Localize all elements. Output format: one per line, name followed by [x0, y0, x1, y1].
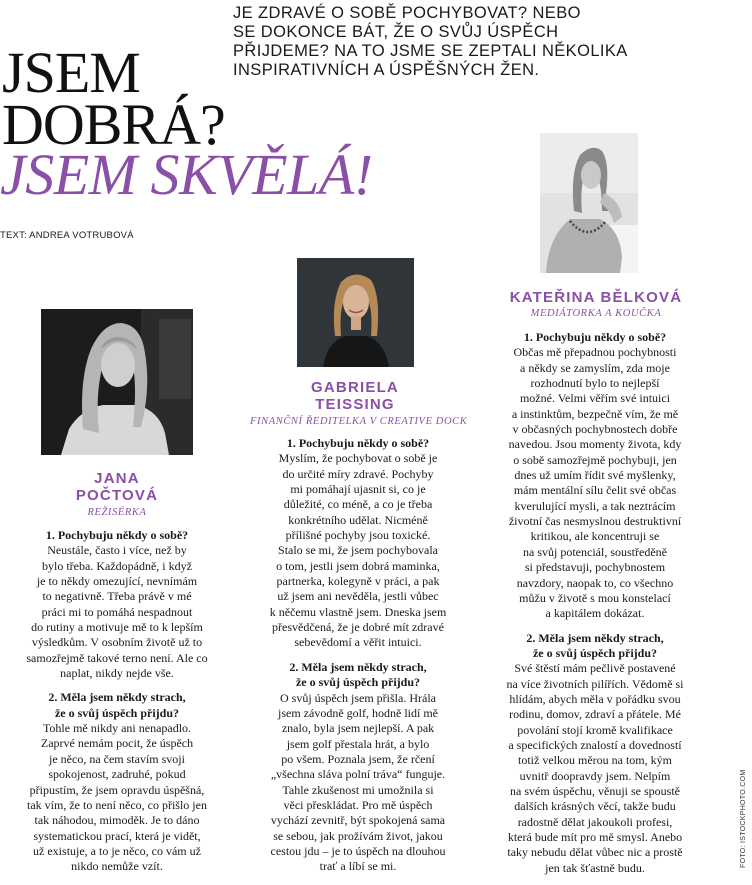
intro-line: INSPIRATIVNÍCH A ÚSPĚŠNÝCH ŽEN. — [233, 61, 540, 79]
portrait-photo-katerina — [540, 133, 638, 273]
answer-line: je něco, na čem stavím svoji — [49, 751, 185, 766]
person-name-katerina — [496, 289, 696, 306]
interview-column-gabriela — [248, 436, 468, 875]
answer-line: konkrétního udělat. Nicméně — [288, 512, 428, 527]
answer-line: je to někdy omezující, nevnímám — [36, 574, 198, 589]
answer-line: kverulující mysli, a tak neztrácím — [514, 498, 676, 513]
answer-line: k něčemu vlastně jsem. Dneska jsem — [269, 604, 447, 619]
answer-line: bylo třeba. Každopádně, i když — [42, 558, 192, 573]
intro-line: PŘIJDEME? NA TO JSME SE ZEPTALI NĚKOLIKA — [233, 42, 628, 60]
answer-line: cestou jdu – je to úspěch na dlouhou — [270, 843, 446, 858]
answer-line: která bude mít pro mě smysl. Anebo — [507, 830, 683, 844]
headline-line-2: DOBRÁ? — [2, 92, 225, 157]
answer-line: Tohle mě nikdy ani nenapadlo. — [42, 721, 192, 736]
question-1: 1. Pochybuju někdy o sobě? — [523, 330, 667, 344]
byline: TEXT: ANDREA VOTRUBOVÁ — [0, 230, 134, 241]
headline-line-1: JSEM — [2, 40, 140, 105]
answer-line: už jsem ani nevěděla, jestli vůbec — [277, 589, 439, 604]
answer-line: Občas mě přepadnou pochybnosti — [513, 345, 677, 360]
answer-line: trať a líbí se mi. — [319, 859, 397, 874]
person-name-line: KATEŘINA BĚLKOVÁ — [509, 289, 683, 306]
answer-line: znalo, byla jsem nejlepší. A pak — [281, 721, 435, 736]
answer-line: rozhodnutí bylo to nejlepší — [530, 376, 660, 391]
answer-line: kritikou, ale koncentruji se — [530, 529, 660, 544]
answer-line: povolání stojí kromě kvalifikace — [517, 722, 673, 737]
question-1: 1. Pochybuju někdy o sobě? — [286, 436, 430, 450]
person-name-jana — [40, 470, 194, 504]
answer-line: dalších krásných věcí, takže budu — [514, 799, 676, 814]
intro-text — [233, 4, 633, 80]
answer-line: jsem golf přestala hrát, a bylo — [286, 736, 430, 751]
answer-line: tak náhodou, mimoděk. Je to dáno — [34, 813, 200, 828]
answer-line: na svém úspěchu, věnuji se spoustě — [510, 783, 680, 798]
person-role-katerina: MEDIÁTORKA A KOUČKA — [530, 308, 662, 319]
portrait-photo-jana — [41, 309, 193, 455]
answer-line: přesvědčená, že je dobré mít zdravé — [272, 620, 444, 635]
answer-line: tak vím, že to není něco, co přišlo jen — [27, 797, 207, 812]
answer-line: radostně dělat jakoukoli profesi, — [517, 814, 673, 829]
answer-line: důležité, co méně, a co je třeba — [283, 497, 433, 512]
answer-line: a instinktům, bezpečně vím, že mě — [511, 406, 679, 421]
person-name-line: POČTOVÁ — [75, 487, 159, 504]
answer-line: a specifických znalostí a dovedností — [508, 737, 682, 752]
answer-line: to negativně. Třeba právě v mé — [42, 589, 192, 604]
answer-line: a někdy se zamyslím, zda moje — [520, 360, 670, 375]
answer-line: mi pomáhají ujasnit si, co je — [290, 482, 426, 497]
answer-line: možné. Velmi věřím své intuici — [519, 391, 671, 406]
intro-line: SE DOKONCE BÁT, ŽE O SVŮJ ÚSPĚCH — [233, 23, 559, 41]
answer-line: partnerka, kolegyně v práci, a pak — [276, 574, 440, 589]
answer-line: uvnitř doopravdy jsem. Nelpím — [519, 768, 671, 783]
answer-line: se sebou, jak prožívám život, jakou — [273, 828, 443, 843]
intro-line: JE ZDRAVÉ O SOBĚ POCHYBOVAT? NEBO — [233, 4, 581, 22]
answer-line: v občasných pochybnostech dobře — [512, 422, 678, 437]
answer-line: jen tak šťastně budu. — [545, 860, 645, 875]
portrait-photo-gabriela — [297, 258, 414, 367]
answer-line: Neustále, často i více, než by — [47, 543, 187, 558]
answer-line: O svůj úspěch jsem přišla. Hrála — [280, 690, 436, 705]
person-role-jana: REŽISÉRKA — [87, 507, 147, 518]
person-name-gabriela — [280, 379, 430, 413]
answer-line: připustím, že jsem opravdu úspěšná, — [29, 782, 205, 797]
answer-line: Své štěstí mám pečlivě postavené — [514, 661, 676, 676]
answer-line: o tom, jestli jsem dobrá maminka, — [276, 558, 440, 573]
answer-line: životní čas nesmyslnou destruktivní — [508, 514, 682, 529]
answer-line: už existuje, a to je něco, co vám už — [33, 843, 201, 858]
answer-line: jsem závodně golf, hodně lidí mě — [278, 705, 438, 720]
answer-line: na více životních pilířích. Vědomě si — [506, 676, 684, 691]
answer-line: nikdo nemůže vzít. — [71, 859, 163, 874]
person-role-gabriela: FINANČNÍ ŘEDITELKA V CREATIVE DOCK — [250, 416, 468, 427]
answer-line: výsledkům. V osobním životě už to — [31, 635, 203, 650]
person-name-line: JANA — [94, 470, 140, 487]
question-2: že o svůj úspěch přijdu? — [532, 645, 657, 660]
answer-line: rodinu, domov, zdraví a přátele. Mé — [509, 707, 681, 722]
answer-line: práci mi to pomáhá nespadnout — [41, 604, 193, 619]
headline-accent: JSEM SKVĚLÁ! — [0, 142, 373, 207]
answer-line: Zaprvé nemám pocit, že úspěch — [40, 736, 194, 751]
question-1: 1. Pochybuju někdy o sobě? — [45, 528, 189, 542]
answer-line: přílišné pochyby jsou toxické. — [285, 528, 431, 543]
answer-line: sebevědomí a věřit intuici. — [294, 635, 422, 650]
answer-line: si představuji, pochybnostem — [524, 560, 666, 575]
answer-line: na svůj potenciál, soustředěně — [523, 544, 667, 559]
answer-line: samozřejmě takové terno není. Ale co — [26, 650, 208, 665]
answer-line: dnes už umím řídit své myšlenky, — [514, 468, 676, 483]
answer-line: totiž velkou měrou na tom, kým — [518, 753, 672, 768]
question-2: že o svůj úspěch přijdu? — [295, 675, 420, 690]
answer-line: o sobě samozřejmě pochybuji, jen — [513, 452, 677, 467]
answer-line: vychází zevnitř, být spokojená sama — [270, 813, 446, 828]
interview-column-jana — [6, 528, 228, 875]
question-2: 2. Měla jsem někdy strach, — [289, 659, 427, 674]
photo-credit: FOTO: ISTOCKPHOTO.COM — [740, 769, 747, 868]
answer-line: navzdory, naopak to, co všechno — [516, 575, 674, 590]
answer-line: naplat, nikdy nejde vše. — [60, 666, 174, 681]
interview-column-katerina — [484, 330, 706, 876]
answer-line: Tahle zkušenost mi umožnila si — [282, 782, 434, 797]
answer-line: navedou. Jsou momenty života, kdy — [508, 437, 682, 452]
answer-line: systematickou prací, která je vidět, — [33, 828, 201, 843]
answer-line: do určité míry zdravé. Pochyby — [282, 466, 434, 481]
question-2: že o svůj úspěch přijdu? — [54, 705, 179, 720]
answer-line: věci přeskládat. Pro mě úspěch — [283, 797, 433, 812]
answer-line: Stalo se mi, že jsem pochybovala — [278, 543, 438, 558]
answer-line: taky nebudu dělat vůbec nic a prostě — [507, 845, 683, 860]
answer-line: mám mentální sílu čelit své občas — [513, 483, 677, 498]
answer-line: po všem. Poznala jsem, že rčení — [281, 751, 435, 766]
answer-line: „všechna sláva polní tráva“ funguje. — [270, 767, 446, 782]
question-2: 2. Měla jsem někdy strach, — [526, 630, 664, 645]
answer-line: a kapitálem dokázat. — [545, 606, 645, 621]
answer-line: do rutiny a motivuje mě to k lepším — [31, 620, 203, 635]
person-name-line: TEISSING — [315, 396, 395, 413]
person-name-line: GABRIELA — [311, 379, 399, 396]
question-2: 2. Měla jsem někdy strach, — [48, 690, 186, 705]
answer-line: spokojenost, zadruhé, pokud — [48, 767, 186, 782]
answer-line: hlídám, abych měla v pořádku svou — [509, 691, 681, 706]
answer-line: Myslím, že pochybovat o sobě je — [278, 451, 438, 466]
answer-line: můžu v životě s mou konstelací — [519, 590, 671, 605]
